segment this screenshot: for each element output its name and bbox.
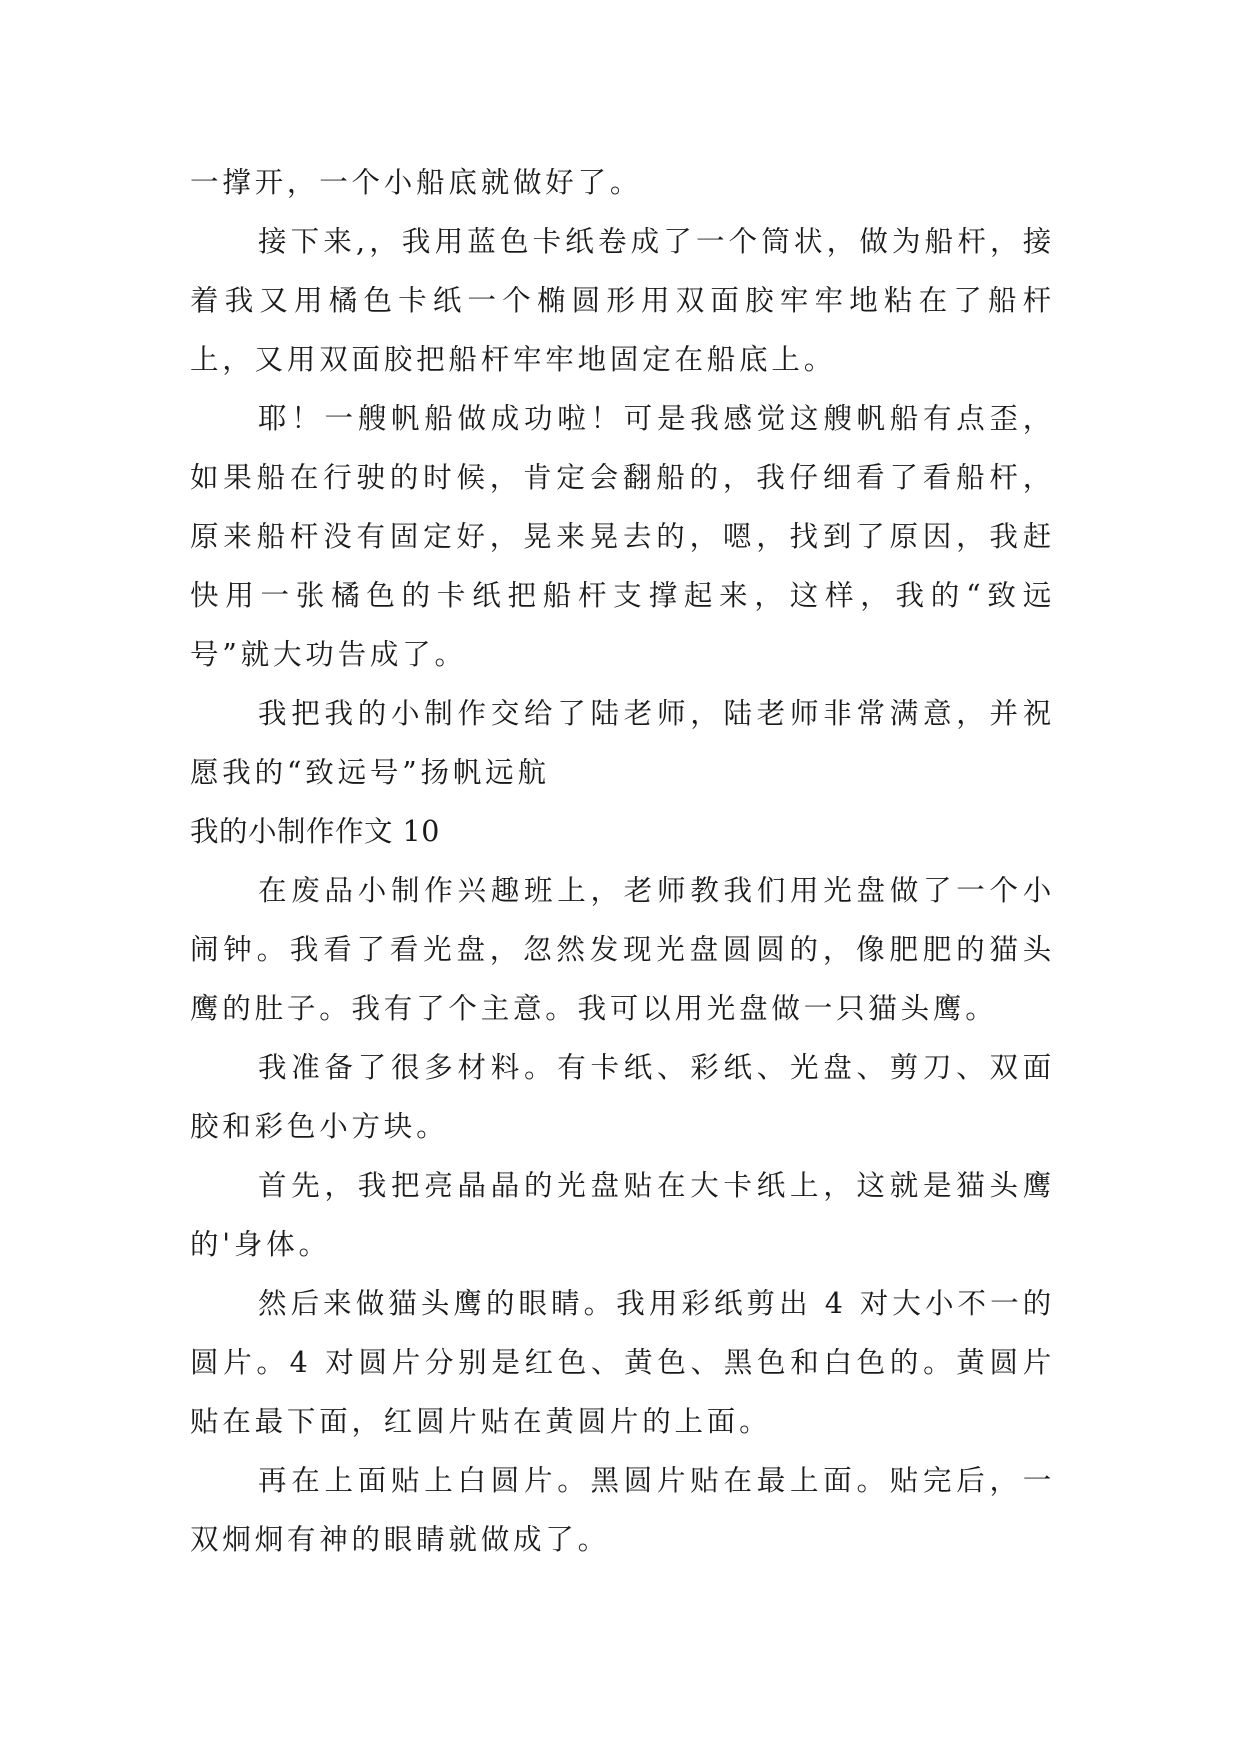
- paragraph-2: 接下来,，我用蓝色卡纸卷成了一个筒状，做为船杆，接着我又用橘色卡纸一个椭圆形用双面胶牢牢地粘在了船杆上，又用双面胶把船杆牢牢地固定在船底上。: [190, 225, 1055, 376]
- section-title: 我的小制作作文 10: [190, 815, 440, 848]
- paragraph-1: 一撑开，一个小船底就做好了。: [190, 166, 643, 199]
- section-paragraph-2: 我准备了很多材料。有卡纸、彩纸、光盘、剪刀、双面胶和彩色小方块。: [190, 1051, 1055, 1143]
- section-paragraph-4: 然后来做猫头鹰的眼睛。我用彩纸剪出 4 对大小不一的圆片。4 对圆片分别是红色、黄色、黑色和白色的。黄圆片贴在最下面，红圆片贴在黄圆片的上面。: [190, 1287, 1055, 1438]
- document-body: [190, 153, 1055, 1569]
- paragraph-3: 耶！一艘帆船做成功啦！可是我感觉这艘帆船有点歪，如果船在行驶的时候，肯定会翻船的，我仔细看了看船杆，原来船杆没有固定好，晃来晃去的，嗯，找到了原因，我赶快用一张橘色的卡纸把船杆支撑起来，这样，我的“致远号”就大功告成了。: [190, 402, 1055, 671]
- section-paragraph-1: 在废品小制作兴趣班上，老师教我们用光盘做了一个小闹钟。我看了看光盘，忽然发现光盘圆圆的，像肥肥的猫头鹰的肚子。我有了个主意。我可以用光盘做一只猫头鹰。: [190, 874, 1055, 1025]
- section-paragraph-5: 再在上面贴上白圆片。黑圆片贴在最上面。贴完后，一双炯炯有神的眼睛就做成了。: [190, 1464, 1055, 1556]
- paragraph-4: 我把我的小制作交给了陆老师，陆老师非常满意，并祝愿我的“致远号”扬帆远航: [190, 697, 1055, 789]
- section-paragraph-3: 首先，我把亮晶晶的光盘贴在大卡纸上，这就是猫头鹰的'身体。: [190, 1169, 1055, 1261]
